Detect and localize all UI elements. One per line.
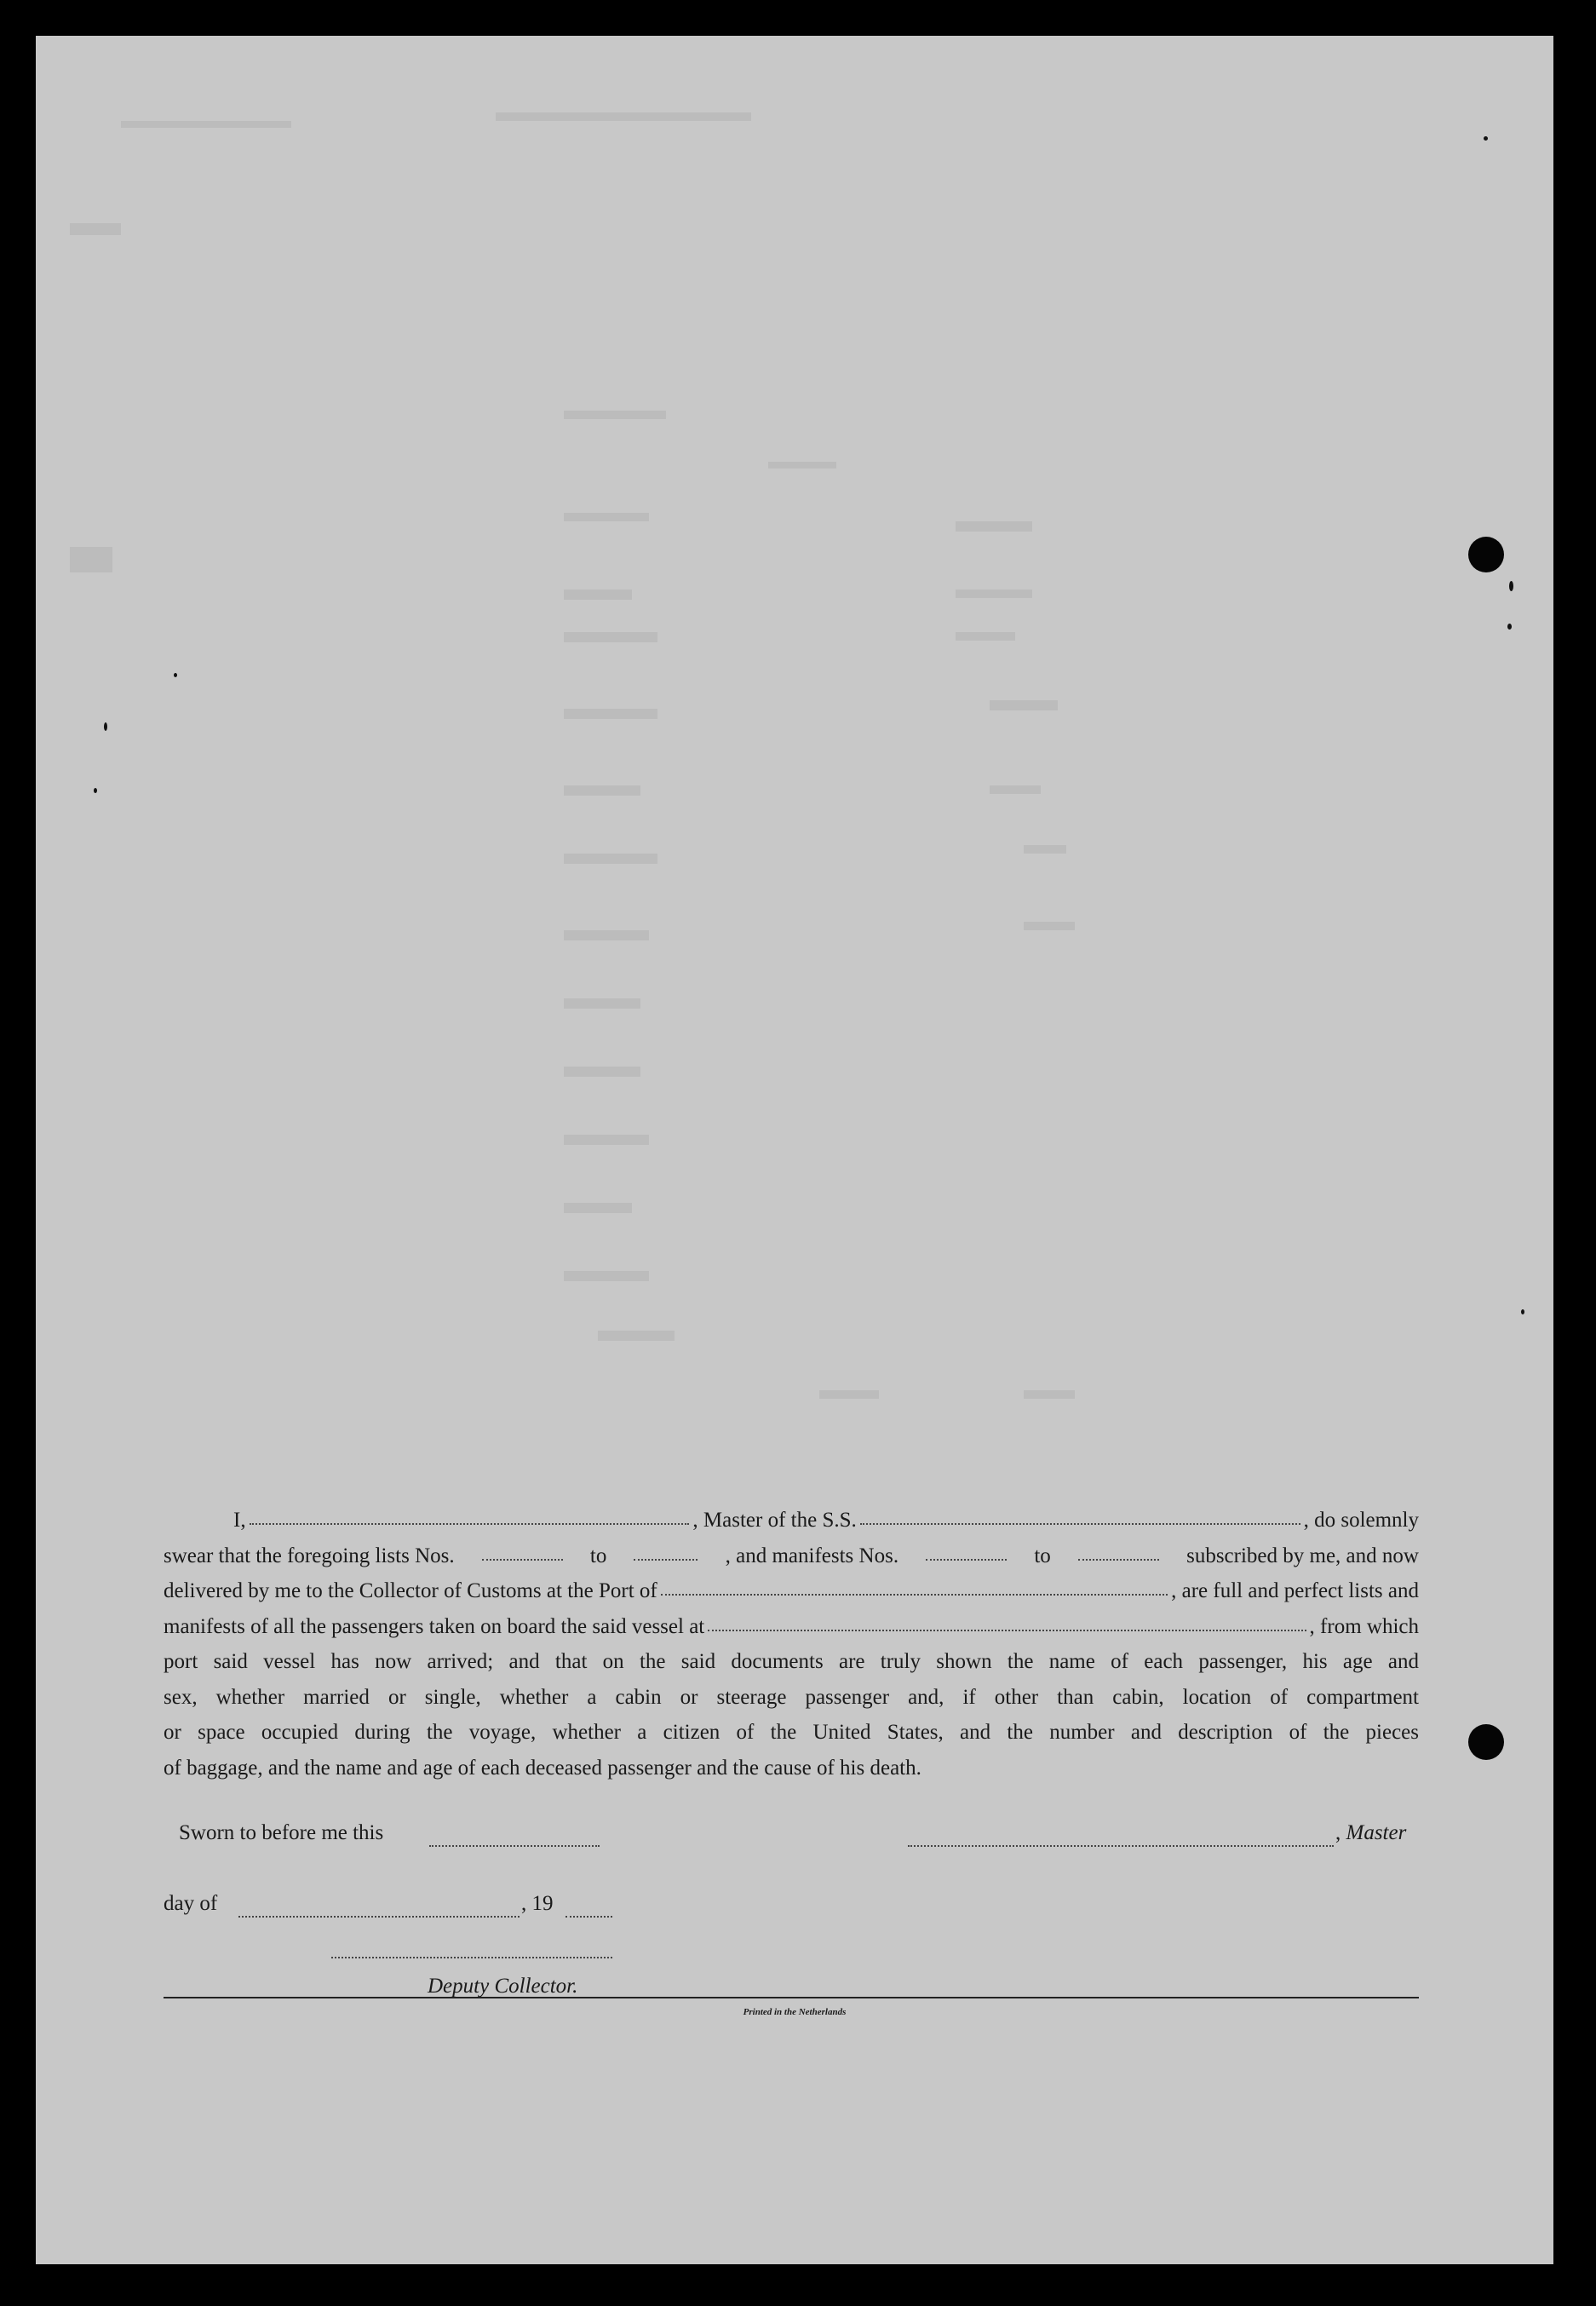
- punch-hole-bottom: [1468, 1724, 1504, 1760]
- deputy-signature-field[interactable]: [331, 1956, 612, 1958]
- speck: [94, 788, 97, 793]
- port-field[interactable]: [661, 1593, 1168, 1596]
- oath-text: , Master of the S.S.: [692, 1509, 857, 1532]
- oath-text: , and manifests Nos.: [725, 1544, 899, 1567]
- day-of-label: day of: [164, 1892, 218, 1915]
- oath-text: port said vessel has now arrived; and that on the said documents are truly shown the name of each passenger, his age and: [164, 1650, 1419, 1673]
- speck: [174, 673, 177, 677]
- oath-line-1: [164, 1503, 1419, 1538]
- oath-text: to: [1034, 1544, 1051, 1567]
- oath-text: subscribed by me, and now: [1186, 1544, 1419, 1567]
- master-label: Master: [1346, 1821, 1407, 1844]
- speck: [1509, 581, 1513, 591]
- oath-text: sex, whether married or single, whether a cabin or steerage passenger and, if other than cabin, location of compartment: [164, 1685, 1419, 1709]
- departure-port-field[interactable]: [708, 1629, 1306, 1631]
- oath-text: of baggage, and the name and age of each deceased passenger and the cause of his death.: [164, 1756, 921, 1780]
- sworn-label: Sworn to before me this: [179, 1821, 384, 1844]
- oath-text: swear that the foregoing lists Nos.: [164, 1544, 455, 1567]
- oath-text: to: [589, 1544, 607, 1567]
- oath-line-2: [164, 1538, 1419, 1574]
- year-prefix: , 19: [521, 1892, 554, 1915]
- master-name-field[interactable]: [250, 1522, 690, 1525]
- list-to-field[interactable]: [634, 1558, 698, 1561]
- oath-paragraph: [164, 1503, 1419, 1786]
- deputy-label: Deputy Collector.: [428, 1975, 578, 1998]
- oath-text: manifests of all the passengers taken on board the said vessel at: [164, 1614, 705, 1638]
- speck: [1521, 1309, 1524, 1314]
- speck: [1507, 624, 1512, 630]
- ship-name-field[interactable]: [860, 1522, 1300, 1525]
- punch-hole-top: [1468, 537, 1504, 572]
- footer-rule: [164, 1997, 1419, 1998]
- oath-line-4: [164, 1609, 1419, 1645]
- manifest-to-field[interactable]: [1078, 1558, 1159, 1561]
- printed-imprint: Printed in the Netherlands: [743, 2007, 847, 2017]
- oath-text: or space occupied during the voyage, whether a citizen of the United States, and the number and description of the pieces: [164, 1721, 1419, 1744]
- sworn-day-field[interactable]: [429, 1844, 600, 1847]
- oath-text: , do solemnly: [1303, 1509, 1420, 1532]
- speck: [104, 722, 107, 731]
- list-from-field[interactable]: [482, 1558, 563, 1561]
- speck: [1484, 136, 1488, 141]
- year-field[interactable]: [565, 1915, 612, 1918]
- oath-text: delivered by me to the Collector of Customs at the Port of: [164, 1579, 657, 1602]
- month-field[interactable]: [238, 1915, 520, 1918]
- master-signature-field[interactable]: [908, 1844, 1334, 1847]
- oath-text: I,: [233, 1509, 246, 1532]
- manifest-from-field[interactable]: [926, 1558, 1007, 1561]
- bleed-through-marks: [36, 36, 1553, 2264]
- oath-text: , from which: [1309, 1614, 1419, 1638]
- document-page: I, , Master of the S.S. , do solemnly swear that the foregoing lists Nos. to , and manifests Nos. to subscribed by me, and now delivered by me to the Collector of Customs at the Port of , are full and perfect lists and manifests of all the passengers taken on board the said vessel at , from which port said vessel has now arrived; and that on the said documents are truly shown the name of each passenger, his age and sex, whether married or single, whether a cabin or steerage passenger and, if other than cabin, location of compartment or space occupied during the voyage, whether a citizen of the United States, and the number and description of the pieces of baggage, and the name and age of each deceased passenger and the cause of his death. Sworn to before me this , Master day of , 19 Deputy Collector. Printed in the Netherlands: [36, 36, 1553, 2264]
- oath-line-3: [164, 1573, 1419, 1609]
- oath-text: , are full and perfect lists and: [1171, 1579, 1419, 1602]
